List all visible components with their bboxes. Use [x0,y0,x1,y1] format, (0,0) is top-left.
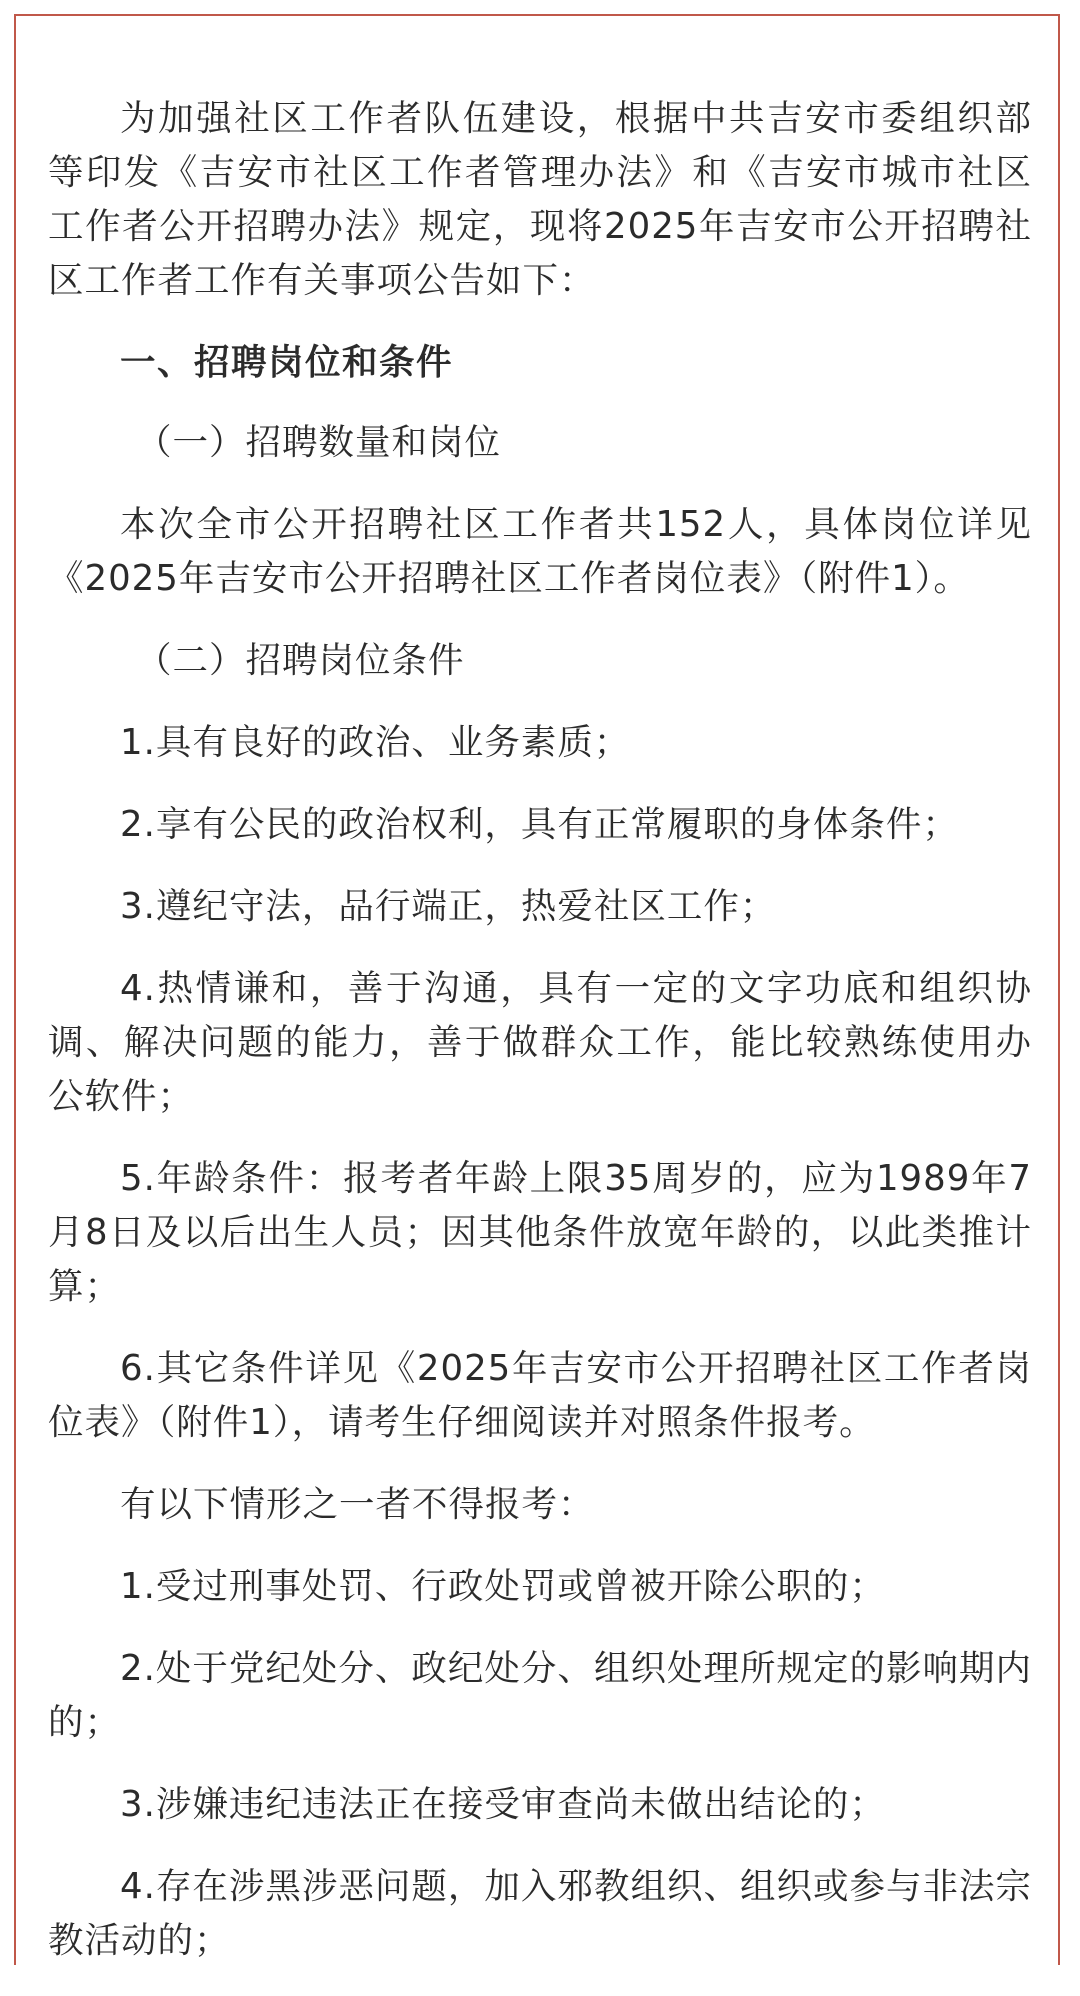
subheading-quantity-positions: （一）招聘数量和岗位 [136,422,502,463]
subheading-conditions: （二）招聘岗位条件 [136,640,465,681]
intro-paragraph: 为加强社区工作者队伍建设，根据中共吉安市委组织部等印发《吉安市社区工作者管理办法》和《吉安市城市社区工作者公开招聘办法》规定，现将2025年吉安市公开招聘社区工作者工作有关事项公告如下： [48,98,1032,301]
condition-item: 6.其它条件详见《2025年吉安市公开招聘社区工作者岗位表》（附件1），请考生仔细阅读并对照条件报考。 [48,1348,1032,1443]
exclusion-item: 1.受过刑事处罚、行政处罚或曾被开除公职的； [120,1566,886,1607]
condition-item: 3.遵纪守法，品行端正，热爱社区工作； [120,886,777,927]
condition-item: 2.享有公民的政治权利，具有正常履职的身体条件； [120,804,959,845]
condition-item: 1.具有良好的政治、业务素质； [120,722,631,763]
exclusion-intro: 有以下情形之一者不得报考： [120,1484,595,1525]
exclusion-item: 4.存在涉黑涉恶问题，加入邪教组织、组织或参与非法宗教活动的； [48,1866,1032,1961]
quantity-paragraph: 本次全市公开招聘社区工作者共152人，具体岗位详见《2025年吉安市公开招聘社区工作者岗位表》（附件1）。 [48,504,1032,599]
condition-item: 4.热情谦和，善于沟通，具有一定的文字功底和组织协调、解决问题的能力，善于做群众工作，能比较熟练使用办公软件； [48,968,1032,1117]
exclusion-item: 2.处于党纪处分、政纪处分、组织处理所规定的影响期内的； [48,1648,1032,1743]
condition-item: 5.年龄条件：报考者年龄上限35周岁的，应为1989年7月8日及以后出生人员；因其他条件放宽年龄的，以此类推计算； [48,1158,1032,1307]
announcement-body [48,92,1032,1996]
section-heading-recruitment: 一、招聘岗位和条件 [120,342,454,383]
exclusion-item: 3.涉嫌违纪违法正在接受审查尚未做出结论的； [120,1784,886,1825]
